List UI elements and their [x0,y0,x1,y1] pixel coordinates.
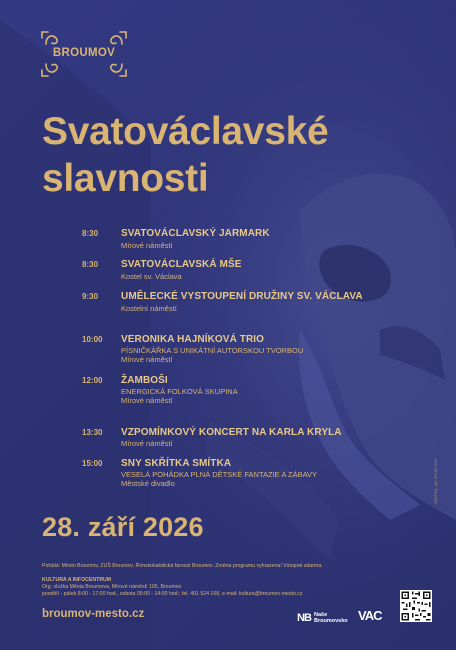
event-title: VZPOMÍNKOVÝ KONCERT NA KARLA KRYLA [121,427,342,438]
event-description: ENERGICKÁ FOLKOVÁ SKUPINA [121,387,238,396]
event-time: 12:00 [82,376,103,385]
event-time: 8:30 [82,260,99,269]
event-time: 8:30 [82,229,99,238]
event-description: PÍSNIČKÁŘKA S UNIKÁTNÍ AUTORSKOU TVORBOU [121,346,304,355]
qr-code-icon[interactable] [400,590,432,622]
event-date: 28. září 2026 [42,512,204,542]
nb-line-2: Broumovsko [314,618,348,624]
title-line-1: Svatováclavské [42,110,329,153]
event-time: 13:30 [82,428,103,437]
event-title: SVATOVÁCLAVSKÁ MŠE [121,259,242,270]
event-title: SVATOVÁCLAVSKÝ JARMARK [121,228,270,239]
nb-text [314,612,348,624]
event-time: 15:00 [82,459,103,468]
event-title: UMĚLECKÉ VYSTOUPENÍ DRUŽINY SV. VÁCLAVA [121,291,363,302]
info-title: KULTURA A INFOCENTRUM [42,577,112,583]
event-venue: Městské divadlo [121,479,175,488]
title-line-2: slavnosti [42,157,209,200]
event-venue: Mírové náměstí [121,396,173,405]
vertical-credit: GRAFIKA: JAN KOLAŘ 2026 [434,458,438,504]
vac-logo [357,605,389,625]
event-title: VERONIKA HAJNÍKOVÁ TRIO [121,334,265,345]
info-hours-contact: pondělí - pátek 8:00 - 17:00 hod., sobota 09:00 - 14:00 hod.; tel. 491 524 168, e-mail: kultura@broumov-mesto.cz [42,591,303,597]
event-venue: Kostel sv. Václava [121,272,182,281]
nb-mark: NB [297,612,311,624]
page-title [42,108,328,202]
logo-text: BROUMOV [52,47,116,59]
info-address: Org. složka Města Broumova, Mírové náměstí 105, Broumov [42,584,182,590]
event-time: 9:30 [82,292,99,301]
event-time: 10:00 [82,335,103,344]
event-description: VESELÁ POHÁDKA PLNÁ DĚTSKÉ FANTAZIE A ZÁBAVY [121,470,318,479]
nb-line-1: Naše [314,612,328,618]
event-venue: Mírové náměstí [121,355,173,364]
event-venue: Mírové náměstí [121,439,173,448]
vac-logo-text: VAC [358,608,382,623]
website-link[interactable]: broumov-mesto.cz [42,608,145,620]
event-venue: Kostelní náměstí [121,304,177,313]
organizers-note: Pořádá: Město Broumov, ZUŠ Broumov, Římskokatolická farnost Broumov. Změna programu vyhrazena! Vstupné zdarma. [42,563,323,569]
event-title: SNY SKŘÍTKA SMÍTKA [121,458,232,469]
event-venue: Mírové náměstí [121,241,173,250]
event-title: ŽAMBOŠI [121,375,168,386]
